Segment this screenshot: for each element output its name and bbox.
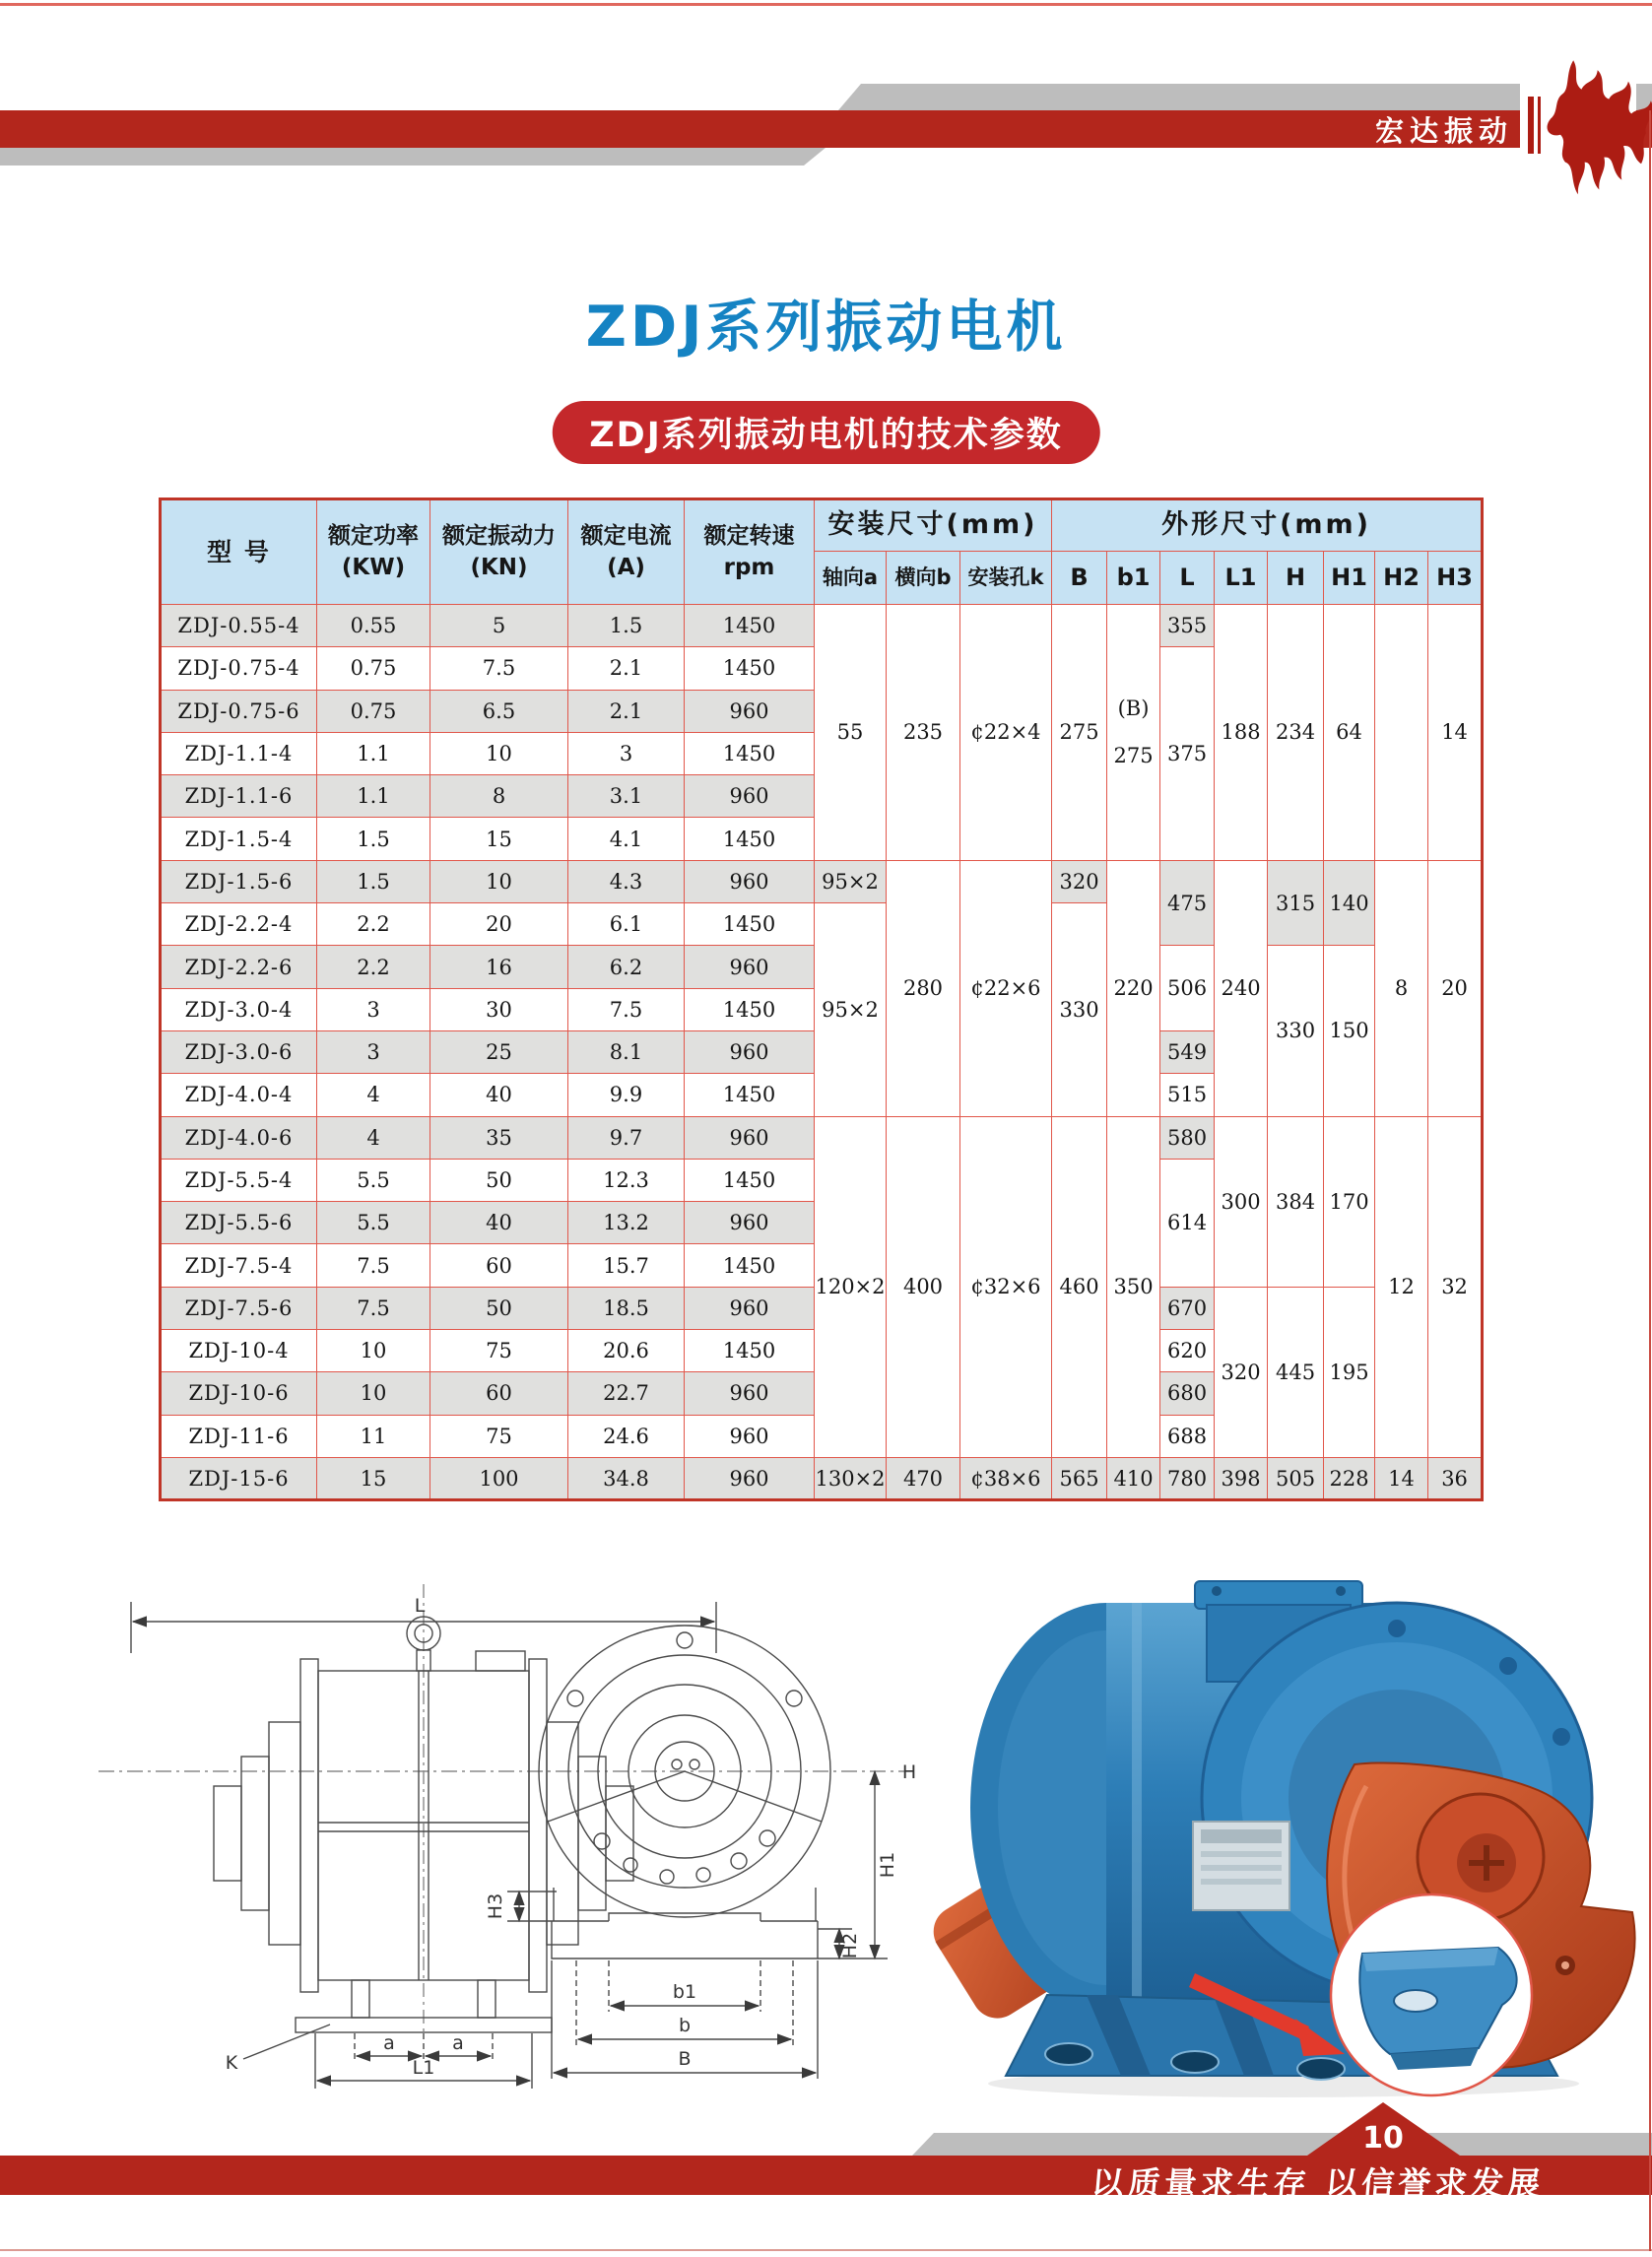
sub-column-header: H [1268,552,1324,605]
value-cell: 60 [430,1372,568,1415]
value-cell: 3 [568,732,685,774]
dimension-cell: 400 [887,1116,960,1457]
value-cell: 1450 [685,818,815,860]
value-cell: 1450 [685,1159,815,1201]
value-cell: 960 [685,1202,815,1244]
value-cell: 1.1 [317,775,430,818]
sub-column-header: 安装孔k [960,552,1052,605]
value-cell: 11 [317,1415,430,1457]
dim-label-H3: H3 [485,1892,506,1920]
value-cell: 60 [430,1244,568,1287]
value-cell: 10 [430,860,568,902]
value-cell: 9.9 [568,1074,685,1116]
value-cell: 8.1 [568,1030,685,1073]
value-cell: 10 [317,1372,430,1415]
dimension-cell: 234 [1268,605,1324,861]
value-cell: 16 [430,946,568,988]
value-cell: 35 [430,1116,568,1159]
dimension-cell: 320 [1215,1287,1268,1457]
dimension-cell: 315 [1268,860,1324,946]
dimension-cell: 384 [1268,1116,1324,1287]
value-cell: 15.7 [568,1244,685,1287]
model-cell: ZDJ-3.0-6 [161,1030,317,1073]
value-cell: 10 [430,732,568,774]
value-cell: 75 [430,1330,568,1372]
value-cell: 0.75 [317,690,430,732]
model-cell: ZDJ-11-6 [161,1415,317,1457]
model-cell: ZDJ-4.0-4 [161,1074,317,1116]
right-edge-rule [1649,110,1651,2251]
sub-column-header: L [1160,552,1215,605]
value-cell: 6.5 [430,690,568,732]
dimension-cell: 330 [1052,903,1107,1116]
sub-column-header: L1 [1215,552,1268,605]
sub-column-header: H3 [1428,552,1483,605]
value-cell: 960 [685,860,815,902]
sub-column-header: H2 [1375,552,1428,605]
value-cell: 1450 [685,1074,815,1116]
dim-label-B: B [678,2048,692,2070]
subtitle-badge: ZDJ系列振动电机的技术参数 [552,401,1099,464]
value-cell: 9.7 [568,1116,685,1159]
model-cell: ZDJ-1.5-4 [161,818,317,860]
table-row [161,860,1483,902]
value-cell: 1450 [685,732,815,774]
model-cell: ZDJ-4.0-6 [161,1116,317,1159]
dim-label-b: b [678,2015,692,2036]
value-cell: 18.5 [568,1287,685,1329]
header-band [0,0,1652,207]
dimension-cell: 300 [1215,1116,1268,1287]
dimension-cell: 620 [1160,1330,1215,1372]
table-row [161,605,1483,647]
value-cell: 24.6 [568,1415,685,1457]
dimension-cell: 8 [1375,860,1428,1116]
value-cell: 2.2 [317,946,430,988]
dimension-cell: 20 [1428,860,1483,1116]
value-cell: 1450 [685,1244,815,1287]
dimension-cell: 235 [887,605,960,861]
value-cell: 960 [685,775,815,818]
dimension-cell: 350 [1107,1116,1160,1457]
dimension-cell: 780 [1160,1457,1215,1499]
value-cell: 960 [685,690,815,732]
value-cell: 960 [685,1030,815,1073]
value-cell: 8 [430,775,568,818]
dimension-cell: 614 [1160,1159,1215,1287]
value-cell: 7.5 [317,1287,430,1329]
dimension-cell [1375,605,1428,861]
dimension-cell: 14 [1375,1457,1428,1499]
value-cell: 1.1 [317,732,430,774]
value-cell: 1450 [685,605,815,647]
front-view-drawing [507,1626,888,2079]
dim-label-K: K [225,2052,238,2074]
dimension-cell: 398 [1215,1457,1268,1499]
value-cell: 2.2 [317,903,430,946]
value-cell: 20 [430,903,568,946]
value-cell: 1.5 [317,818,430,860]
value-cell: 7.5 [317,1244,430,1287]
value-cell: 6.1 [568,903,685,946]
dimension-cell: 565 [1052,1457,1107,1499]
dim-label-L: L [414,1595,426,1617]
dimension-cell: 188 [1215,605,1268,861]
value-cell: 3.1 [568,775,685,818]
dimension-cell: (B) 275 [1107,605,1160,861]
value-cell: 6.2 [568,946,685,988]
value-cell: 5 [430,605,568,647]
sub-column-header: 轴向a [815,552,887,605]
value-cell: 1450 [685,903,815,946]
value-cell: 12.3 [568,1159,685,1201]
column-header: 额定振动力 (KN) [430,499,568,605]
value-cell: 50 [430,1159,568,1201]
sub-column-header: B [1052,552,1107,605]
model-cell: ZDJ-2.2-6 [161,946,317,988]
dimension-cell: ¢32×6 [960,1116,1052,1457]
value-cell: 3 [317,1030,430,1073]
value-cell: 10 [317,1330,430,1372]
value-cell: 15 [430,818,568,860]
dimension-cell: 220 [1107,860,1160,1116]
dim-label-H1: H1 [877,1851,898,1879]
model-cell: ZDJ-0.75-6 [161,690,317,732]
value-cell: 4.1 [568,818,685,860]
value-cell: 40 [430,1202,568,1244]
value-cell: 2.1 [568,647,685,690]
value-cell: 960 [685,1457,815,1499]
model-cell: ZDJ-10-4 [161,1330,317,1372]
column-header: 型 号 [161,499,317,605]
value-cell: 15 [317,1457,430,1499]
dim-label-a: a [452,2032,464,2054]
technical-drawing [94,1574,921,2096]
value-cell: 25 [430,1030,568,1073]
dimension-cell: 170 [1324,1116,1375,1287]
value-cell: 7.5 [430,647,568,690]
dimension-cell: 355 [1160,605,1215,647]
value-cell: 1.5 [317,860,430,902]
table-row [161,1116,1483,1159]
dim-label-b1: b1 [672,1981,697,2003]
dimension-cell: 445 [1268,1287,1324,1457]
dim-label-H: H [901,1761,917,1783]
value-cell: 960 [685,1372,815,1415]
dimension-cell: 275 [1052,605,1107,861]
sub-column-header: b1 [1107,552,1160,605]
value-cell: 5.5 [317,1202,430,1244]
value-cell: 2.1 [568,690,685,732]
value-cell: 960 [685,946,815,988]
dimension-cell: 688 [1160,1415,1215,1457]
dimension-cell: 515 [1160,1074,1215,1116]
table-row [161,1457,1483,1499]
dimension-cell: 55 [815,605,887,861]
value-cell: 1450 [685,1330,815,1372]
sub-column-header: H1 [1324,552,1375,605]
column-header: 安装尺寸(mm) [815,499,1052,552]
dimension-cell: 36 [1428,1457,1483,1499]
dimension-cell: 12 [1375,1116,1428,1457]
dimension-cell: 320 [1052,860,1107,902]
dimension-cell: 506 [1160,946,1215,1031]
model-cell: ZDJ-1.5-6 [161,860,317,902]
value-cell: 1450 [685,988,815,1030]
dimension-cell: 505 [1268,1457,1324,1499]
dimension-cell: ¢22×4 [960,605,1052,861]
model-cell: ZDJ-0.75-4 [161,647,317,690]
model-cell: ZDJ-2.2-4 [161,903,317,946]
model-cell: ZDJ-5.5-6 [161,1202,317,1244]
value-cell: 960 [685,1116,815,1159]
column-header: 额定转速 rpm [685,499,815,605]
column-header: 额定电流 (A) [568,499,685,605]
model-cell: ZDJ-1.1-4 [161,732,317,774]
value-cell: 4 [317,1116,430,1159]
value-cell: 75 [430,1415,568,1457]
value-cell: 0.55 [317,605,430,647]
dimension-cell: 32 [1428,1116,1483,1457]
value-cell: 0.75 [317,647,430,690]
dimension-cell: 64 [1324,605,1375,861]
value-cell: 13.2 [568,1202,685,1244]
column-header: 额定功率 (KW) [317,499,430,605]
value-cell: 7.5 [568,988,685,1030]
bottom-rule [0,2249,1652,2251]
value-cell: 50 [430,1287,568,1329]
dimension-cell: 195 [1324,1287,1375,1457]
value-cell: 100 [430,1457,568,1499]
dimension-cell: 228 [1324,1457,1375,1499]
dim-label-H2: H2 [839,1932,861,1959]
model-cell: ZDJ-3.0-4 [161,988,317,1030]
model-cell: ZDJ-15-6 [161,1457,317,1499]
model-cell: ZDJ-7.5-4 [161,1244,317,1287]
value-cell: 1.5 [568,605,685,647]
model-cell: ZDJ-5.5-4 [161,1159,317,1201]
value-cell: 22.7 [568,1372,685,1415]
page-title: ZDJ系列振动电机 [585,295,1067,360]
model-cell: ZDJ-7.5-6 [161,1287,317,1329]
footer-gray-stripe [912,2133,1652,2156]
dimension-cell: 14 [1428,605,1483,861]
model-cell: ZDJ-10-6 [161,1372,317,1415]
spec-table [159,498,1484,1501]
dimension-cell: ¢38×6 [960,1457,1052,1499]
dimension-cell: 240 [1215,860,1268,1116]
value-cell: 960 [685,1287,815,1329]
dimension-cell: 280 [887,860,960,1116]
dimension-cell: 95×2 [815,860,887,902]
value-cell: 3 [317,988,430,1030]
header-gray-stripe-left [0,148,826,166]
brand-name: 宏达振动 [1375,114,1514,148]
page-number: 10 [1362,2121,1404,2156]
dimension-cell: 549 [1160,1030,1215,1073]
value-cell: 34.8 [568,1457,685,1499]
value-cell: 20.6 [568,1330,685,1372]
detail-inset [1331,1894,1532,2095]
value-cell: 1450 [685,647,815,690]
column-header: 外形尺寸(mm) [1052,499,1483,552]
value-cell: 5.5 [317,1159,430,1201]
dimension-cell: 140 [1324,860,1375,946]
dimension-cell: 120×2 [815,1116,887,1457]
dim-label-L1: L1 [412,2057,435,2079]
model-cell: ZDJ-1.1-6 [161,775,317,818]
dimension-cell: 375 [1160,647,1215,860]
value-cell: 4.3 [568,860,685,902]
value-cell: 960 [685,1415,815,1457]
sub-column-header: 横向b [887,552,960,605]
dimension-cell: 580 [1160,1116,1215,1159]
dimension-cell: 95×2 [815,903,887,1116]
dimension-cell: 150 [1324,946,1375,1116]
dimension-cell: 330 [1268,946,1324,1116]
dimension-cell: 460 [1052,1116,1107,1457]
motor-photo-illustration [899,1540,1652,2106]
value-cell: 4 [317,1074,430,1116]
model-cell: ZDJ-0.55-4 [161,605,317,647]
dimension-cell: 410 [1107,1457,1160,1499]
dimension-cell: 670 [1160,1287,1215,1329]
value-cell: 30 [430,988,568,1030]
dim-label-a: a [383,2032,395,2054]
dimension-cell: ¢22×6 [960,860,1052,1116]
value-cell: 40 [430,1074,568,1116]
footer-slogan: 以质量求生存 以信誉求发展 [1090,2164,1547,2203]
dimension-cell: 680 [1160,1372,1215,1415]
dimension-cell: 470 [887,1457,960,1499]
dimension-cell: 130×2 [815,1457,887,1499]
drawing-labels [226,1595,916,2079]
dimension-cell: 475 [1160,860,1215,946]
